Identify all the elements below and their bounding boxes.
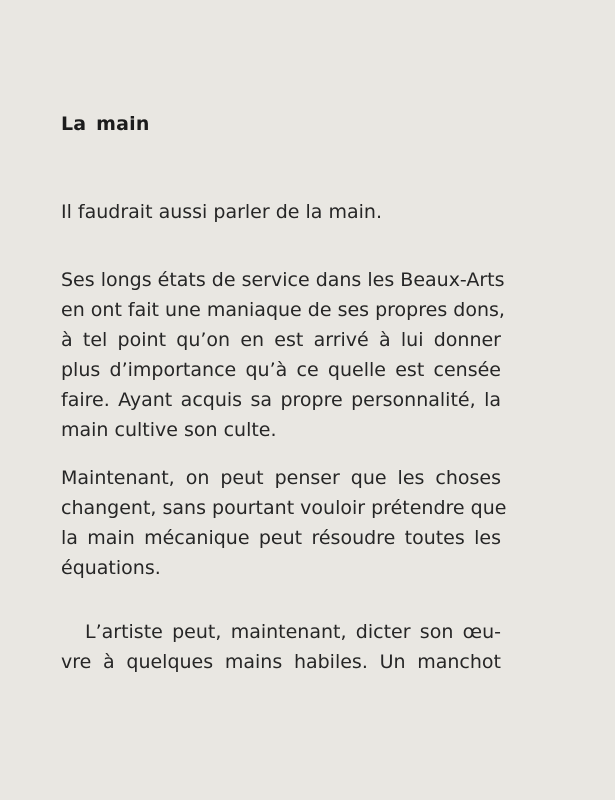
paragraph-line: à tel point qu’on en est arrivé à lui donner bbox=[61, 329, 501, 351]
paragraph-line: plus d’importance qu’à ce quelle est censée bbox=[61, 359, 501, 381]
paragraph-line: Ses longs états de service dans les Beaux-Arts bbox=[61, 269, 505, 291]
paragraph-line: L’artiste peut, maintenant, dicter son œu- bbox=[85, 621, 501, 643]
paragraph-line: main cultive son culte. bbox=[61, 419, 277, 441]
paragraph-line: équations. bbox=[61, 557, 161, 579]
paragraph-line: faire. Ayant acquis sa propre personnalité, la bbox=[61, 389, 501, 411]
page-title: La main bbox=[61, 113, 150, 135]
paragraph-line: Il faudrait aussi parler de la main. bbox=[61, 201, 382, 223]
paragraph-3 bbox=[61, 463, 507, 583]
paragraph-4 bbox=[61, 617, 501, 677]
paragraph-1 bbox=[61, 197, 501, 227]
paragraph-line: vre à quelques mains habiles. Un manchot bbox=[61, 651, 501, 673]
paragraph-2 bbox=[61, 265, 505, 445]
paragraph-line: changent, sans pourtant vouloir prétendre que bbox=[61, 497, 507, 519]
paragraph-line: en ont fait une maniaque de ses propres dons, bbox=[61, 299, 505, 321]
paragraph-line: la main mécanique peut résoudre toutes les bbox=[61, 527, 501, 549]
paragraph-line: Maintenant, on peut penser que les choses bbox=[61, 467, 501, 489]
